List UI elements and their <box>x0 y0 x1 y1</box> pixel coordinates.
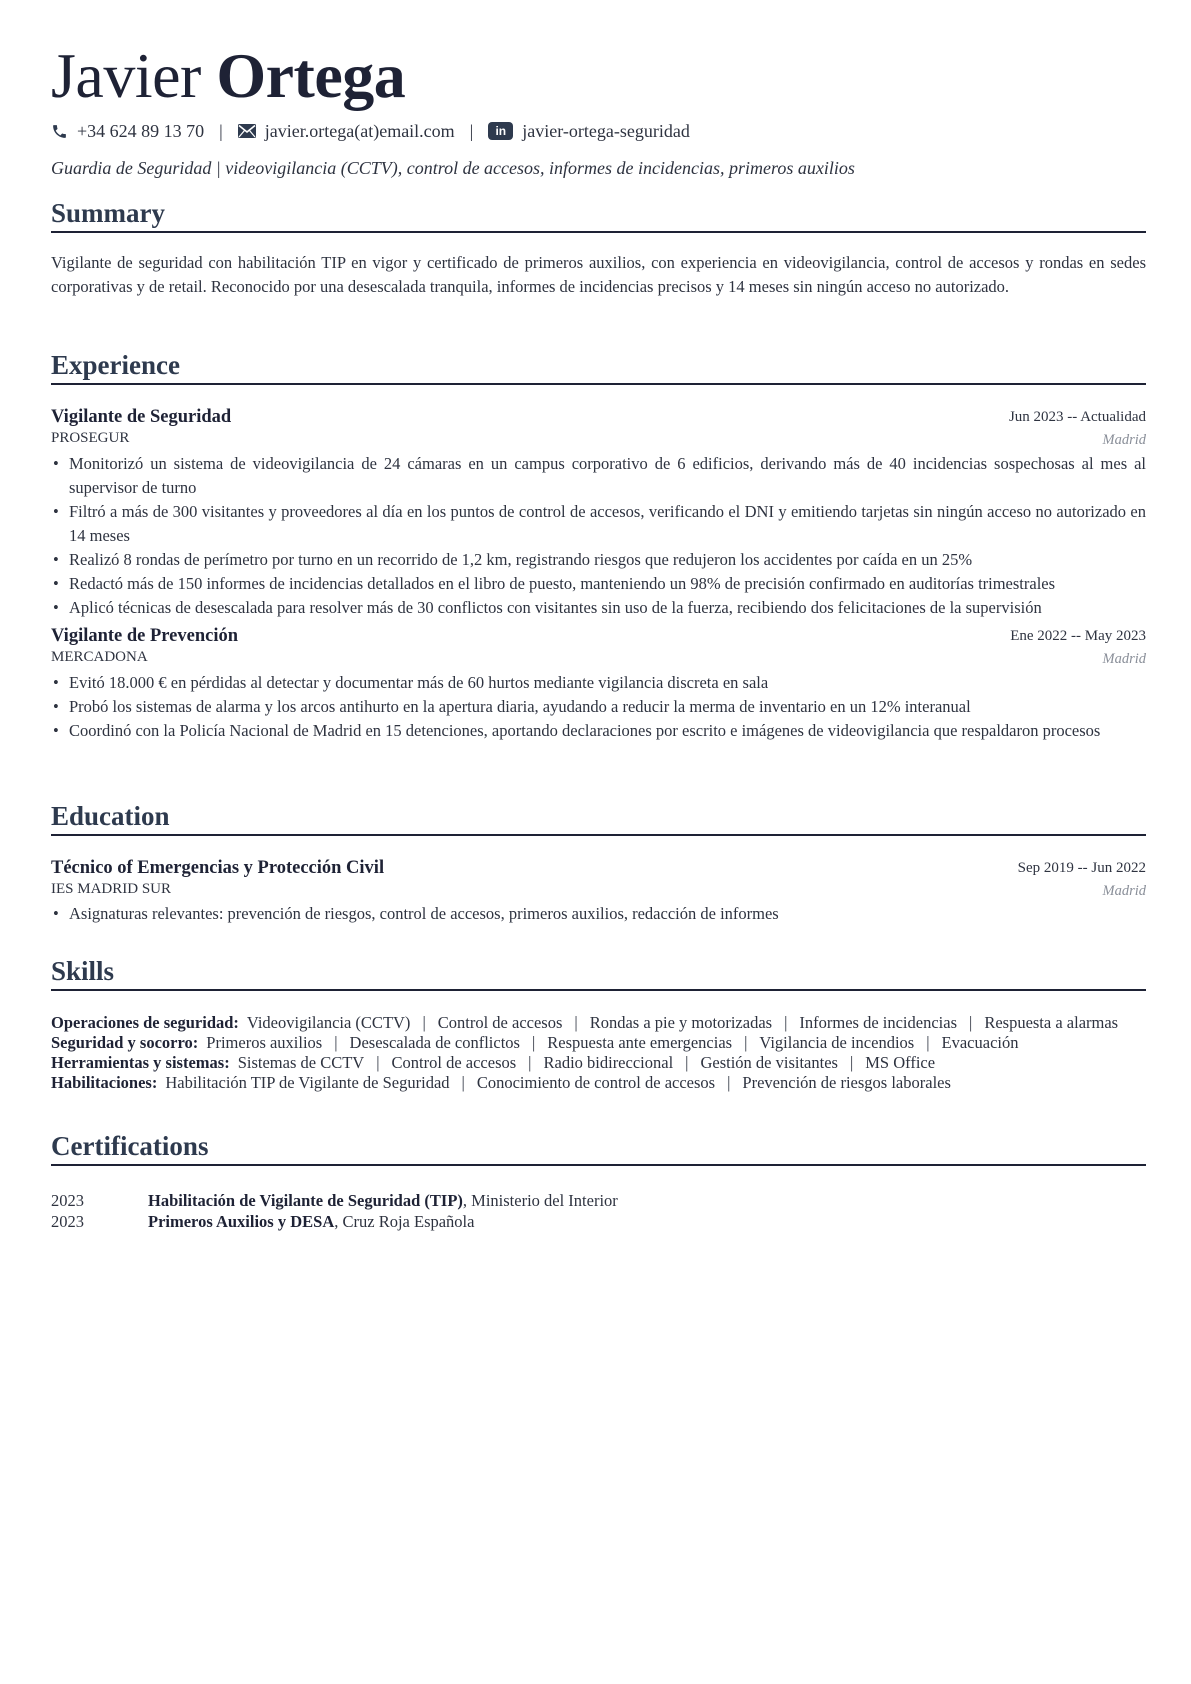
phone-text[interactable]: +34 624 89 13 70 <box>77 120 205 141</box>
list-item: • Aplicó técnicas de desescalada para resolver más de 30 conflictos con visitantes sin uso de la fuerza, recibiendo dos felicitaciones de la supervisión <box>51 596 1146 620</box>
skill-row <box>51 1073 1146 1093</box>
skill-separator: | <box>969 1013 973 1032</box>
contact-separator: | <box>469 120 474 141</box>
skill-item: Prevención de riesgos laborales <box>742 1073 951 1092</box>
skill-separator: | <box>574 1013 578 1032</box>
contact-line <box>51 120 1146 142</box>
job-title: Vigilante de Seguridad <box>51 407 232 427</box>
certification-year: 2023 <box>51 1212 84 1231</box>
job-location: Madrid <box>1102 651 1146 667</box>
skill-item: Informes de incidencias <box>799 1013 957 1032</box>
list-item: • Filtró a más de 300 visitantes y proveedores al día en los puntos de control de accesos, verificando el DNI y emitiendo tarjetas sin ningún acceso no autorizado en 14 meses <box>51 500 1146 548</box>
skill-separator: | <box>685 1053 689 1072</box>
headline: Guardia de Seguridad | videovigilancia (CCTV), control de accesos, informes de incidencias, primeros auxilios <box>51 158 855 178</box>
skill-item: Primeros auxilios <box>206 1033 323 1052</box>
candidate-name <box>51 40 1146 111</box>
resume-page <box>51 36 1146 1231</box>
phone-icon <box>51 123 68 140</box>
job-title: Vigilante de Prevención <box>51 626 239 646</box>
skills-list <box>51 1013 1146 1093</box>
skill-separator: | <box>422 1013 426 1032</box>
skill-item: Radio bidireccional <box>543 1053 674 1072</box>
first-name: Javier <box>51 40 201 111</box>
skill-item: Conocimiento de control de accesos <box>476 1073 716 1092</box>
skill-separator: | <box>461 1073 465 1092</box>
skill-item: Rondas a pie y motorizadas <box>589 1013 773 1032</box>
certification-issuer: , Cruz Roja Española <box>334 1212 475 1231</box>
skill-item: Sistemas de CCTV <box>237 1053 365 1072</box>
certifications-section <box>51 1133 1146 1232</box>
section-title-certifications: Certifications <box>51 1133 1146 1166</box>
skill-separator: | <box>727 1073 731 1092</box>
certification-name: Primeros Auxilios y DESA <box>148 1212 335 1231</box>
skill-item: Vigilancia de incendios <box>759 1033 915 1052</box>
linkedin-icon: in <box>488 122 513 140</box>
job-bullets <box>51 452 1146 620</box>
experience-section <box>51 352 1146 743</box>
summary-text: Vigilante de seguridad con habilitación TIP en vigor y certificado de primeros auxilios, con experiencia en videovigilancia, control de accesos y rondas en sedes corporativas y de retail. Reconocido por una desescalada tranquila, informes de incidencias precisos y 14 meses sin ningún acceso no autorizado. <box>51 253 1146 296</box>
education-entry <box>51 858 1146 926</box>
skill-item: Control de accesos <box>391 1053 517 1072</box>
section-title-experience: Experience <box>51 352 1146 385</box>
skill-item: Desescalada de conflictos <box>349 1033 520 1052</box>
certification-year: 2023 <box>51 1191 84 1210</box>
job-dates: Ene 2022 -- May 2023 <box>1010 628 1146 644</box>
skill-separator: | <box>744 1033 748 1052</box>
skill-separator: | <box>376 1053 380 1072</box>
education-location: Madrid <box>1102 883 1146 899</box>
contact-linkedin <box>488 121 690 142</box>
education-section <box>51 803 1146 926</box>
summary-section <box>51 200 1146 299</box>
experience-entry <box>51 626 1146 743</box>
skill-separator: | <box>849 1053 854 1072</box>
contact-phone <box>51 121 204 142</box>
job-dates: Jun 2023 -- Actualidad <box>1008 409 1146 425</box>
skill-item: Videovigilancia (CCTV) <box>246 1013 411 1032</box>
skill-item: Respuesta a alarmas <box>984 1013 1119 1032</box>
list-item: • Coordinó con la Policía Nacional de Madrid en 15 detenciones, aportando declaraciones por escrito e imágenes de videovigilancia que respaldaron procesos <box>51 719 1146 743</box>
certification-row <box>51 1190 1146 1211</box>
list-item: • Realizó 8 rondas de perímetro por turno en un recorrido de 1,2 km, registrando riesgos que redujeron los accidentes por caída en un 25% <box>51 548 1146 572</box>
certification-issuer: , Ministerio del Interior <box>462 1191 618 1210</box>
skill-item: Evacuación <box>941 1033 1019 1052</box>
skill-separator: | <box>531 1033 536 1052</box>
job-company: PROSEGUR <box>51 430 130 446</box>
list-item: • Evitó 18.000 € en pérdidas al detectar y documentar más de 60 hurtos mediante vigilancia discreta en sala <box>51 671 1146 695</box>
skill-category: Operaciones de seguridad: <box>51 1013 239 1032</box>
skill-category: Herramientas y sistemas: <box>51 1053 230 1072</box>
skill-item: MS Office <box>865 1053 936 1072</box>
list-item: • Probó los sistemas de alarma y los arcos antihurto en la apertura diaria, ayudando a reducir la merma de inventario en un 12% interanual <box>51 695 1146 719</box>
contact-separator: | <box>219 120 223 141</box>
degree-title: Técnico of Emergencias y Protección Civil <box>51 858 385 878</box>
skill-item: Respuesta ante emergencias <box>547 1033 733 1052</box>
certifications-list <box>51 1190 1146 1232</box>
skill-row <box>51 1013 1146 1033</box>
section-title-education: Education <box>51 803 1146 836</box>
job-location: Madrid <box>1102 432 1146 448</box>
certification-row <box>51 1211 1146 1232</box>
education-dates: Sep 2019 -- Jun 2022 <box>1017 860 1146 876</box>
contact-email <box>238 121 455 142</box>
last-name: Ortega <box>216 40 406 111</box>
email-link[interactable]: javier.ortega(at)email.com <box>264 120 455 141</box>
skill-item: Gestión de visitantes <box>700 1053 838 1072</box>
list-item: • Redactó más de 150 informes de incidencias detallados en el libro de puesto, manteniendo un 98% de precisión confirmado en auditorías trimestrales <box>51 572 1146 596</box>
skill-separator: | <box>334 1033 338 1052</box>
skill-item: Habilitación TIP de Vigilante de Seguridad <box>165 1073 450 1092</box>
section-title-summary: Summary <box>51 200 1146 233</box>
skill-item: Control de accesos <box>437 1013 563 1032</box>
skill-row <box>51 1053 1146 1073</box>
education-bullets <box>51 902 1146 926</box>
section-title-skills: Skills <box>51 958 1146 991</box>
job-bullets <box>51 671 1146 743</box>
skill-category: Habilitaciones: <box>51 1073 158 1092</box>
list-item: • Monitorizó un sistema de videovigilancia de 24 cámaras en un campus corporativo de 6 edificios, derivando más de 40 incidencias sospechosas al mes al supervisor de turno <box>51 452 1146 500</box>
linkedin-link[interactable]: javier-ortega-seguridad <box>522 120 690 141</box>
certification-name: Habilitación de Vigilante de Seguridad (TIP) <box>148 1191 463 1210</box>
experience-entry <box>51 407 1146 620</box>
skill-category: Seguridad y socorro: <box>51 1033 199 1052</box>
skill-separator: | <box>926 1033 930 1052</box>
job-company: MERCADONA <box>51 649 148 665</box>
skill-row <box>51 1033 1146 1053</box>
list-item: • Asignaturas relevantes: prevención de riesgos, control de accesos, primeros auxilios, redacción de informes <box>51 902 1146 926</box>
skill-separator: | <box>528 1053 532 1072</box>
school-name: IES MADRID SUR <box>51 881 172 897</box>
skill-separator: | <box>784 1013 788 1032</box>
mail-icon <box>238 124 256 138</box>
skills-section <box>51 958 1146 1093</box>
